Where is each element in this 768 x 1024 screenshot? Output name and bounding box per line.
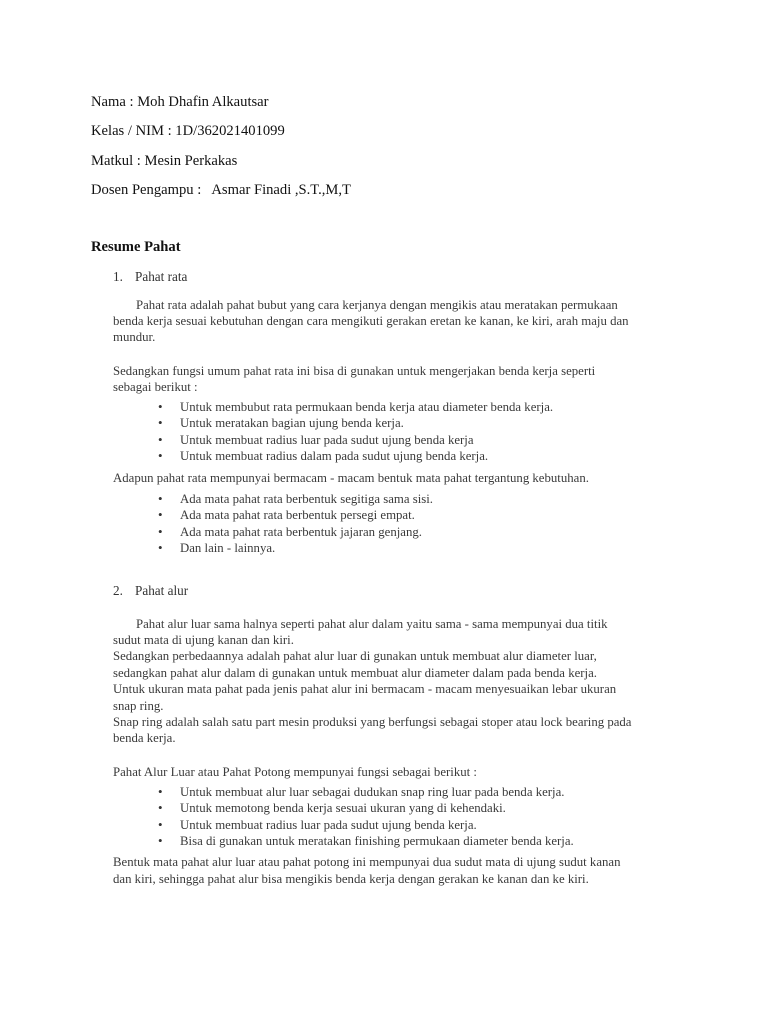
section2-para1-line: snap ring.	[113, 699, 164, 713]
section1-heading: Pahat rata	[135, 269, 188, 284]
list-item: • Untuk membuat alur luar sebagai dudukan snap ring luar pada benda kerja.	[180, 784, 574, 800]
student-name: Nama : Moh Dhafin Alkautsar	[91, 94, 269, 110]
section2-para1-line: Untuk ukuran mata pahat pada jenis pahat alur ini bermacam - macam menyesuaikan lebar ukuran	[113, 682, 617, 696]
section1-para1-line: Pahat rata adalah pahat bubut yang cara kerjanya dengan mengikis atau meratakan permukaan	[136, 298, 618, 312]
student-class-nim: Kelas / NIM : 1D/362021401099	[91, 123, 285, 139]
list-item: • Ada mata pahat rata berbentuk persegi empat.	[180, 507, 433, 523]
list-item: • Untuk meratakan bagian ujung benda kerja.	[180, 415, 553, 431]
section1-para3: Adapun pahat rata mempunyai bermacam - macam bentuk mata pahat tergantung kebutuhan.	[113, 471, 589, 485]
lecturer-name: Dosen Pengampu : Asmar Finadi ,S.T.,M,T	[91, 182, 351, 198]
list-item: • Ada mata pahat rata berbentuk segitiga sama sisi.	[180, 491, 433, 507]
section1-para2-line: Sedangkan fungsi umum pahat rata ini bisa di gunakan untuk mengerjakan benda kerja seperti	[113, 364, 596, 378]
section2-para3-line: dan kiri, sehingga pahat alur bisa mengikis benda kerja dengan gerakan ke kanan dan ke kiri.	[113, 872, 589, 886]
list-item: • Untuk membuat radius luar pada sudut ujung benda kerja	[180, 432, 553, 448]
section2-bullet-list	[180, 784, 574, 849]
list-item: • Dan lain - lainnya.	[180, 540, 433, 556]
list-item: • Ada mata pahat rata berbentuk jajaran genjang.	[180, 524, 433, 540]
section2-para1-line: Snap ring adalah salah satu part mesin produksi yang berfungsi sebagai stoper atau lock bearing pada	[113, 715, 632, 729]
section2-heading: Pahat alur	[135, 583, 189, 598]
section2-para1-line: Pahat alur luar sama halnya seperti pahat alur dalam yaitu sama - sama mempunyai dua titik	[136, 617, 608, 631]
section1-bullet-list-2	[180, 491, 433, 556]
list-item: • Untuk membuat radius luar pada sudut ujung benda kerja.	[180, 817, 574, 833]
section2-para2: Pahat Alur Luar atau Pahat Potong mempunyai fungsi sebagai berikut :	[113, 765, 477, 779]
section2-para3-line: Bentuk mata pahat alur luar atau pahat potong ini mempunyai dua sudut mata di ujung sudut kanan	[113, 855, 621, 869]
course-name: Matkul : Mesin Perkakas	[91, 153, 238, 169]
list-item: • Untuk membubut rata permukaan benda kerja atau diameter benda kerja.	[180, 399, 553, 415]
section1-para2-line: sebagai berikut :	[113, 380, 198, 394]
section1-number: 1.	[113, 269, 123, 284]
section1-para1-line: mundur.	[113, 330, 156, 344]
section2-number: 2.	[113, 583, 123, 598]
section1-para1-line: benda kerja sesuai kebutuhan dengan cara mengikuti gerakan eretan ke kanan, ke kiri, arah maju dan	[113, 314, 629, 328]
section2-para1-line: sudut mata di ujung kanan dan kiri.	[113, 633, 294, 647]
document-title: Resume Pahat	[91, 239, 181, 255]
list-item: • Untuk membuat radius dalam pada sudut ujung benda kerja.	[180, 448, 553, 464]
list-item: • Bisa di gunakan untuk meratakan finishing permukaan diameter benda kerja.	[180, 833, 574, 849]
section2-para1-line: sedangkan pahat alur dalam di gunakan untuk membuat alur diameter dalam pada benda kerja.	[113, 666, 597, 680]
section2-para1-line: benda kerja.	[113, 731, 176, 745]
section1-bullet-list-1	[180, 399, 553, 464]
list-item: • Untuk memotong benda kerja sesuai ukuran yang di kehendaki.	[180, 800, 574, 816]
section2-para1-line: Sedangkan perbedaannya adalah pahat alur luar di gunakan untuk membuat alur diameter luar,	[113, 649, 597, 663]
